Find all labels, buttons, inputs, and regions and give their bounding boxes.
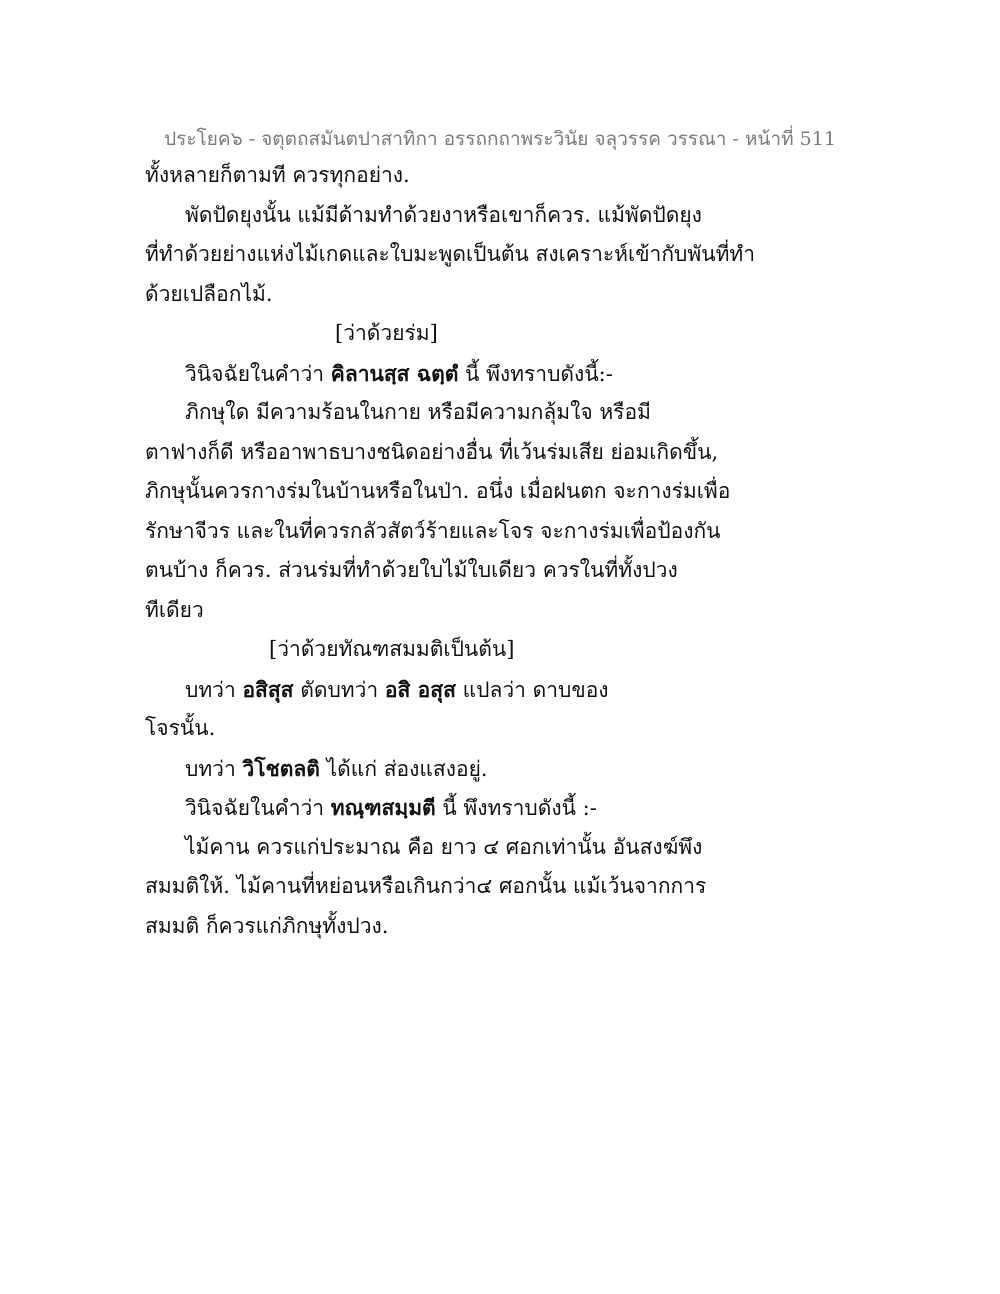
- page-header-text: ประโยค๖ - จตุตถสมันตปาสาทิกา อรรถกถาพระวินัย จลุวรรค วรรณา - หน้าที่ 511: [164, 128, 836, 150]
- text-run: ตัดบทว่า: [293, 677, 385, 702]
- paragraph-line: ทั้งหลายก็ตามที ควรทุกอย่าง.: [145, 163, 410, 187]
- text-run: นี้ พึงทราบดังนี้ :-: [435, 796, 597, 820]
- paragraph-line: ด้วยเปลือกไม้.: [145, 281, 273, 306]
- paragraph-line: ตนบ้าง ก็ควร. ส่วนร่มที่ทำด้วยใบไม้ใบเดียว ควรในที่ทั้งปวง: [145, 558, 678, 582]
- paragraph-line: ภิกษุใด มีความร้อนในกาย หรือมีความกลุ้มใจ หรือมี: [185, 400, 651, 424]
- pali-term: อสิ อสุส: [384, 676, 456, 702]
- text-run: บทว่า: [185, 756, 243, 781]
- section-heading-umbrella: [ว่าด้วยร่ม]: [335, 321, 438, 345]
- pali-term: อสิสุส: [242, 676, 294, 702]
- paragraph-line: ตาฟางก็ดี หรืออาพาธบางชนิดอย่างอื่น ที่เว้นร่มเสีย ย่อมเกิดขึ้น,: [145, 439, 719, 464]
- paragraph-line: [145, 788, 865, 828]
- paragraph-line: ทีเดียว: [145, 597, 204, 622]
- paragraph-line: รักษาจีวร และในที่ควรกลัวสัตว์ร้ายและโจร จะกางร่มเพื่อป้องกัน: [145, 518, 721, 543]
- paragraph-line: ไม้คาน ควรแก่ประมาณ คือ ยาว ๔ ศอกเท่านั้น อันสงฆ์พึง: [185, 834, 703, 859]
- text-run: ได้แก่ ส่องแสงอยู่.: [319, 756, 488, 781]
- text-run: นี้ พึงทราบดังนี้:-: [458, 361, 613, 386]
- paragraph-line: [145, 354, 865, 394]
- paragraph-line: พัดปัดยุงนั้น แม้มีด้ามทำด้วยงาหรือเขาก็ควร. แม้พัดปัดยุง: [185, 202, 702, 227]
- pali-term: วิโชตลติ: [242, 755, 320, 781]
- paragraph-line: สมมติให้. ไม้คานที่หย่อนหรือเกินกว่า๔ ศอกนั้น แม้เว้นจากการ: [145, 874, 707, 898]
- paragraph-line: [145, 749, 865, 789]
- paragraph-line: ภิกษุนั้นควรกางร่มในบ้านหรือในป่า. อนึ่ง เมื่อฝนตก จะกางร่มเพื่อ: [145, 479, 731, 503]
- body-text: [145, 156, 865, 946]
- pali-term: คิลานสฺส ฉตฺตํ: [330, 360, 459, 386]
- paragraph-line: [145, 670, 865, 710]
- page-header: [0, 124, 1000, 154]
- text-run: วินิจฉัยในคำว่า: [185, 361, 331, 386]
- pali-term: ทณฺฑสมฺมตี: [330, 795, 436, 820]
- paragraph-line: โจรนั้น.: [145, 716, 216, 740]
- text-run: วินิจฉัยในคำว่า: [185, 796, 331, 820]
- paragraph-line: ที่ทำด้วยย่างแห่งไม้เกดและใบมะพูดเป็นต้น สงเคราะห์เข้ากับพันที่ทำ: [145, 242, 756, 266]
- paragraph-line: สมมติ ก็ควรแก่ภิกษุทั้งปวง.: [145, 913, 389, 938]
- section-heading-staff: [ว่าด้วยทัณฑสมมติเป็นต้น]: [269, 637, 515, 661]
- text-run: แปลว่า ดาบของ: [455, 677, 609, 702]
- text-run: บทว่า: [185, 677, 243, 702]
